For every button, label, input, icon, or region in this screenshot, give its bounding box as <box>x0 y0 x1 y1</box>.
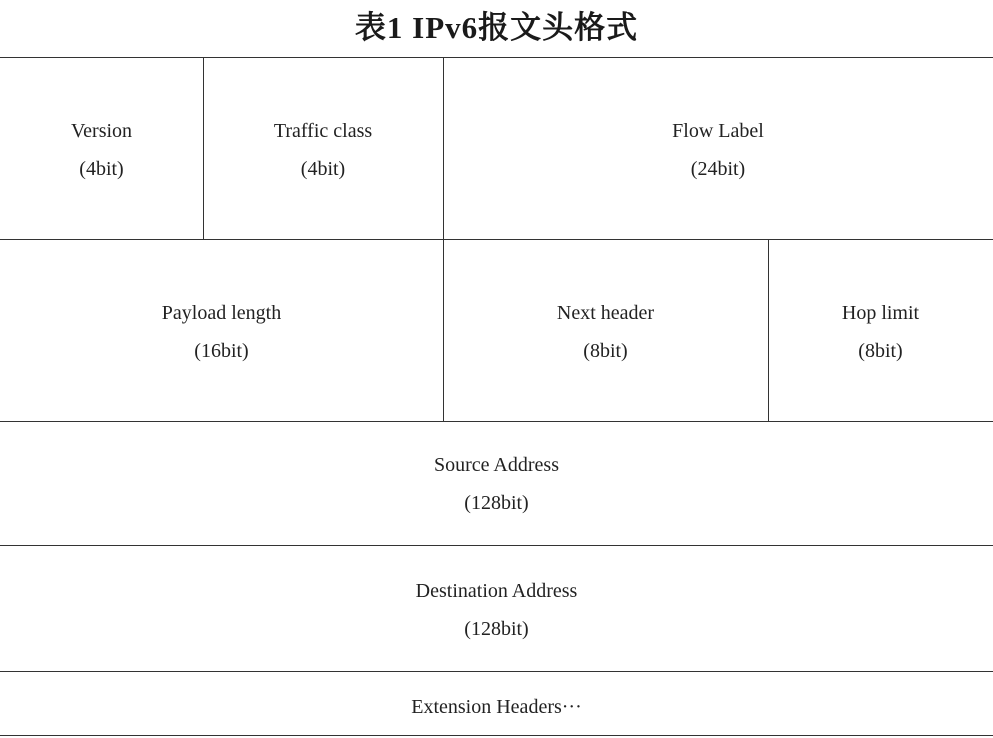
field-name: Destination Address <box>415 580 578 602</box>
field-size: (8bit) <box>583 340 628 362</box>
table-rule-row4 <box>0 671 993 672</box>
field-version <box>0 112 203 188</box>
field-size: (8bit) <box>858 340 903 362</box>
field-name: Traffic class <box>273 120 373 142</box>
field-name: Flow Label <box>672 120 764 142</box>
field-flow-label <box>443 112 993 188</box>
table-rule-row2 <box>0 421 993 422</box>
field-payload-length <box>0 294 443 370</box>
field-size: (4bit) <box>79 158 124 180</box>
field-size: (24bit) <box>690 158 746 180</box>
field-next-header <box>443 294 768 370</box>
table-rule-bottom <box>0 735 993 736</box>
field-extension-headers <box>0 688 993 726</box>
field-size: (128bit) <box>464 492 529 514</box>
field-name: Extension Headers··· <box>411 696 582 718</box>
field-traffic-class <box>203 112 443 188</box>
field-name: Hop limit <box>841 302 920 324</box>
field-destination-address <box>0 572 993 648</box>
field-size: (16bit) <box>194 340 249 362</box>
table-rule-row3 <box>0 545 993 546</box>
field-source-address <box>0 446 993 522</box>
field-name: Next header <box>556 302 655 324</box>
field-name: Payload length <box>161 302 282 324</box>
field-size: (4bit) <box>300 158 346 180</box>
field-size: (128bit) <box>464 618 529 640</box>
table-title: 表1 IPv6报文头格式 <box>354 10 639 45</box>
field-name: Source Address <box>434 454 559 476</box>
table-rule-row1 <box>0 239 993 240</box>
table-rule-top <box>0 57 993 58</box>
field-name: Version <box>70 120 133 142</box>
field-hop-limit <box>768 294 993 370</box>
